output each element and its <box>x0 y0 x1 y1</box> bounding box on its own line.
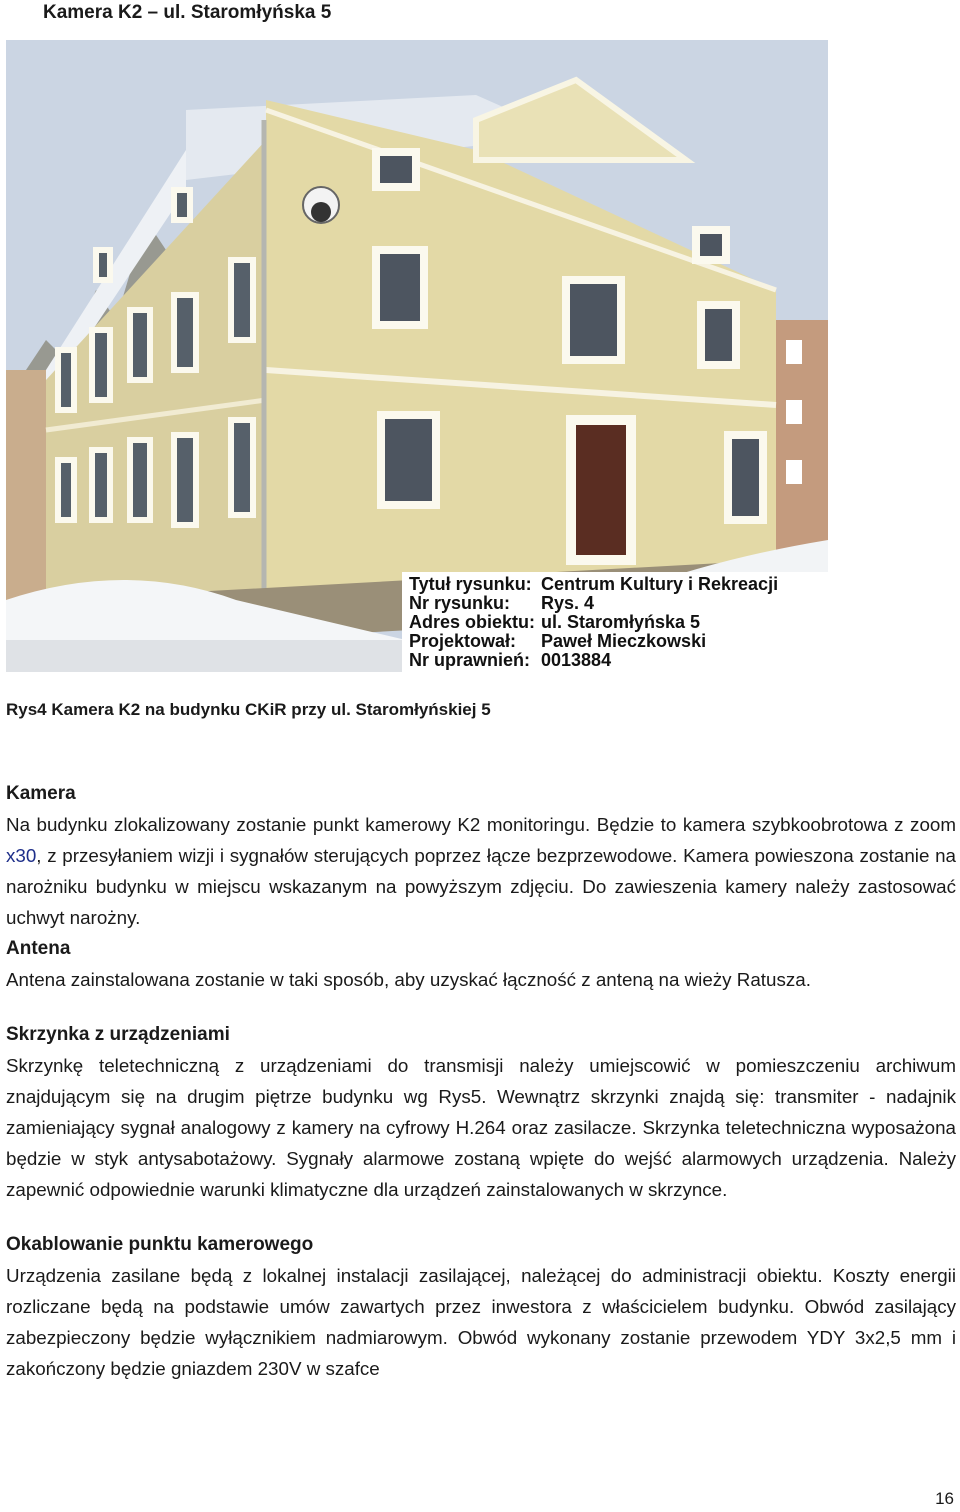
kamera-text-part-b: , z przesyłaniem wizji i sygnałów sterujących poprzez łącze bezprzewodowe. Kamera powieszona zostanie na narożniku budynku w miejscu wskazanym na powyższym zdjęciu. Do zawieszenia kamery należy zastosować uchwyt narożny. <box>6 845 956 928</box>
section-heading-antena: Antena <box>6 938 71 959</box>
legend-value-title: Centrum Kultury i Rekreacji <box>541 574 779 594</box>
section-heading-skrzynka: Skrzynka z urządzeniami <box>6 1024 230 1045</box>
legend-value-number: Rys. 4 <box>541 593 595 613</box>
legend-value-address: ul. Staromłyńska 5 <box>541 612 701 632</box>
drawing-legend <box>402 572 828 672</box>
page-title: Kamera K2 – ul. Staromłyńska 5 <box>43 2 332 23</box>
section-text-kamera <box>6 809 956 933</box>
document-body <box>6 778 956 1384</box>
section-heading-okablowanie: Okablowanie punktu kamerowego <box>6 1234 314 1255</box>
legend-label-number: Nr rysunku: <box>409 593 511 613</box>
legend-label-license: Nr uprawnień: <box>409 650 531 670</box>
legend-label-title: Tytuł rysunku: <box>409 574 532 594</box>
section-text-okablowanie: Urządzenia zasilane będą z lokalnej instalacji zasilającej, należącej do administracji obiektu. Koszty energii rozliczane będą na podstawie umów zawartych przez inwestora z właścicielem budynku. Obwód zasilający zabezpieczony będzie wyłącznikiem nadmiarowym. Obwód wykonany zostanie przewodem YDY 3x2,5 mm i zakończony będzie gniazdem 230V w szafce <box>6 1265 956 1379</box>
spacer <box>6 1205 956 1229</box>
spacer <box>6 995 956 1019</box>
section-text-skrzynka: Skrzynkę teletechniczną z urządzeniami do transmisji należy umiejscowić w pomieszczeniu archiwum znajdującym się na drugim piętrze budynku wg Rys5. Wewnątrz skrzynki znajdą się: transmiter - nadajnik zamieniający sygnał analogowy z kamery na cyfrowy H.264 oraz zasilacze. Skrzynka teletechniczna wyposażona będzie w styk antysabotażowy. Sygnały alarmowe zostaną wpięte do wejść alarmowych urządzenia. Należy zapewnić odpowiednie warunki klimatyczne dla urządzeń zainstalowanych w skrzynce. <box>6 1055 956 1200</box>
figure-caption: Rys4 Kamera K2 na budynku CKiR przy ul. Staromłyńskiej 5 <box>6 700 491 719</box>
zoom-value: x30 <box>6 845 37 866</box>
legend-label-designer: Projektował: <box>409 631 517 651</box>
section-heading-kamera: Kamera <box>6 783 76 804</box>
section-text-antena: Antena zainstalowana zostanie w taki sposób, aby uzyskać łączność z anteną na wieży Ratusza. <box>6 969 811 990</box>
kamera-text-part-a: Na budynku zlokalizowany zostanie punkt kamerowy K2 monitoringu. Będzie to kamera szybkoobrotowa z zoom <box>6 814 956 835</box>
building-illustration <box>6 40 828 672</box>
legend-value-license: 0013884 <box>541 650 612 670</box>
building-photo <box>6 40 828 672</box>
legend-label-address: Adres obiektu: <box>409 612 536 632</box>
legend-value-designer: Paweł Mieczkowski <box>541 631 707 651</box>
page-number: 16 <box>935 1489 954 1508</box>
